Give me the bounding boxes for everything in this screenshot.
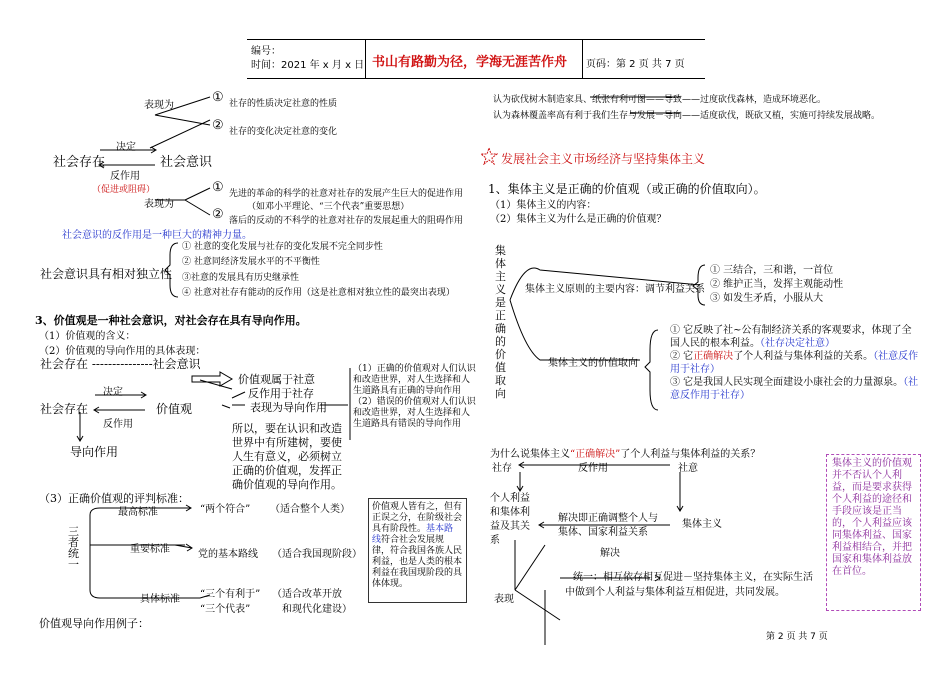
- label-biaoxianwei-2: 表现为: [144, 199, 174, 210]
- value-juti-2: “三个代表”: [200, 604, 251, 615]
- text-principle: 集体主义原则的主要内容：调节利益关系: [525, 284, 705, 295]
- label-zuigao: 最高标准: [118, 507, 158, 518]
- heading-1-1: （1）集体主义的内容：: [490, 200, 597, 211]
- vo-item-3: ③ 它是我国人民实现全面建设小康社会的力量源泉。（社意反作用于社存）: [670, 377, 919, 401]
- circled-3: ①: [212, 180, 224, 195]
- text-jiti-zhuyi: 集体主义: [682, 519, 722, 530]
- text-daoxiang: 导向作用: [70, 445, 119, 459]
- s3-1: （1）价值观的含义：: [39, 331, 136, 342]
- text-shehui-cunzai-2: 社会存在: [40, 402, 89, 416]
- text-shehui-cunzai: 社会存在: [53, 155, 106, 170]
- label-fanzuoyong: 反作用: [110, 171, 140, 182]
- note-zhongyao: （适合我国现阶段）: [272, 549, 362, 560]
- point-3b: （如邓小平理论、“三个代表”重要思想）: [247, 202, 410, 212]
- circled-2: ②: [212, 118, 224, 133]
- text-example: 价值观导向作用例子：: [39, 617, 149, 630]
- label-biaoxianwei-1: 表现为: [144, 100, 174, 111]
- note-2: （2）错误的价值观对人们认识和改造世界，对人生选择和人生道路具有错误的导向作用: [353, 397, 476, 429]
- indep-item-1: ① 社意的变化发展与社存的变化发展不完全同步性: [182, 242, 383, 252]
- text-shehui-yishi: 社会意识: [160, 155, 213, 170]
- header-page: 页码：第 2 页 共 7 页: [586, 59, 685, 70]
- chain-line: 社会存在 ---------------社会意识: [40, 357, 201, 371]
- side-note: 集体主义的价值观并不否认个人利益，而是要求获得个人利益的途径和手段应该是正当的，个人利益应该同集体利益、国家利益相结合，并把国家和集体利益放在首位。: [832, 458, 912, 577]
- text-indep-title: 社会意识具有相对独立性: [40, 267, 173, 281]
- star-icon: [480, 147, 498, 165]
- right-top-2: 认为森林覆盖率高有利于我们生存与发展－导向——适度砍伐，既砍又植，实施可持续发展战略。: [493, 111, 881, 121]
- text-tongyi: 统一：相互依存相互促进－坚持集体主义，在实际生活中做到个人利益与集体利益互相促进，共同发展。: [565, 572, 813, 598]
- principle-item-1: ① 三结合，三和谐，一首位: [710, 265, 834, 276]
- indep-item-3: ③社意的发展具有历史继承性: [182, 273, 300, 283]
- note-zuigao: （适合整个人类）: [270, 504, 350, 515]
- header-time: 时间：2021 年 x 月 x 日: [251, 60, 365, 71]
- text-sheyi: 社意: [678, 463, 698, 474]
- point-3: 先进的革命的科学的社意对社存的发展产生巨大的促进作用: [229, 189, 464, 199]
- label-juti: 具体标准: [140, 594, 180, 605]
- header-number: 编号：: [251, 46, 281, 57]
- page-footer: 第 2 页 共 7 页: [766, 632, 828, 642]
- vo-item-1: ① 它反映了社~公有制经济关系的客观要求，体现了全国人民的根本利益。（社存决定社意）: [670, 325, 912, 349]
- point-1: 社存的性质决定社意的性质: [229, 99, 338, 109]
- text-jiazhiguan: 价值观: [156, 402, 193, 416]
- text-daoxiang-biaoxian: 表现为导向作用: [250, 401, 327, 414]
- point-2: 社存的变化决定社意的变化: [229, 127, 338, 137]
- principle-item-2: ② 维护正当，发挥主观能动性: [710, 279, 844, 290]
- label-decide-2: 决定: [103, 387, 123, 398]
- text-suoyi: 所以，要在认识和改造世界中有所建树，要使人生有意义，必须树立正确的价值观，发挥正确价值观的导向作用。: [232, 422, 342, 491]
- text-shecun: 社存: [492, 463, 512, 474]
- label-decide: 决定: [116, 142, 136, 153]
- standard-note: 价值观人皆有之，但有正误之分，在阶级社会具有阶段性。基本路线符合社会发展规律，符合我国各族人民利益，也是人类的根本利益在我国现阶段的具体体现。: [372, 502, 463, 589]
- right-top-1: 认为砍伐树木制造家具、纸张有利可图——导致——过度砍伐森林，造成环境恶化。: [493, 95, 827, 105]
- s3-2: （2）价值观的导向作用的具体表现：: [39, 346, 206, 357]
- heading-1: 1、集体主义是正确的价值观（或正确的价值取向）。: [488, 182, 766, 196]
- s3-3: （3）正确价值观的评判标准：: [39, 492, 189, 505]
- text-jiejue: 解决即正确调整个人与集体、国家利益关系: [558, 513, 658, 538]
- note-1: （1）正确的价值观对人们认识和改造世界，对人生选择和人生道路具有正确的导向作用: [353, 364, 476, 396]
- indep-item-2: ② 社意同经济发展水平的不平衡性: [182, 257, 320, 267]
- text-big-role: 社会意识的反作用是一种巨大的精神力量。: [62, 230, 252, 241]
- note-juti-2: 和现代化建设）: [282, 604, 352, 615]
- text-sanzhe: 三 者 统 一: [68, 525, 79, 571]
- heading-1-2: （2）集体主义为什么是正确的价值观？: [490, 214, 667, 225]
- why-question: 为什么说集体主义“正确解决”了个人利益与集体利益的关系？: [490, 449, 761, 460]
- header-title: 书山有路勤为径，学海无涯苦作舟: [372, 55, 568, 70]
- value-juti-1: “三个有利于”: [200, 589, 261, 600]
- point-4: 落后的反动的不科学的社意对社存的发展起重大的阻碍作用: [229, 216, 464, 226]
- value-zhongyao: 党的基本路线: [198, 549, 258, 560]
- value-zuigao: “两个符合”: [200, 504, 251, 515]
- principle-item-3: ③ 如发生矛盾，小服从大: [710, 293, 824, 304]
- text-jiejue-2: 解决: [600, 548, 620, 559]
- circled-1: ①: [212, 90, 224, 105]
- s3-title: 3、价值观是一种社会意识，对社会存在具有导向作用。: [35, 314, 307, 327]
- text-fanzuoyong-r: 反作用: [578, 463, 608, 474]
- circled-4: ②: [212, 207, 224, 222]
- section-title: 发展社会主义市场经济与坚持集体主义: [501, 152, 706, 166]
- text-biaoxian: 表现: [494, 594, 514, 605]
- text-fanzuoyong-yu: 反作用于社存: [248, 387, 314, 400]
- text-cujin: （促进或阻碍）: [92, 185, 156, 195]
- text-geren-liyi: 个人利益和集体利益及其关系: [490, 493, 530, 546]
- vo-item-2: ② 它正确解决了个人利益与集体利益的关系。（社意反作用于社存）: [670, 351, 919, 375]
- indep-item-4: ④ 社意对社存有能动的反作用（这是社意相对独立性的最突出表现）: [182, 288, 455, 298]
- text-jzg-belong: 价值观属于社意: [238, 373, 315, 386]
- note-juti-1: （适合改革开放: [272, 589, 342, 600]
- vertical-title: 集 体 主 义 是 正 确 的 价 值 取 向: [495, 244, 506, 400]
- label-zhongyao: 重要标准: [130, 544, 170, 555]
- text-value-orientation: 集体主义的价值取向: [548, 358, 638, 369]
- label-fanzuoyong-2: 反作用: [103, 419, 133, 430]
